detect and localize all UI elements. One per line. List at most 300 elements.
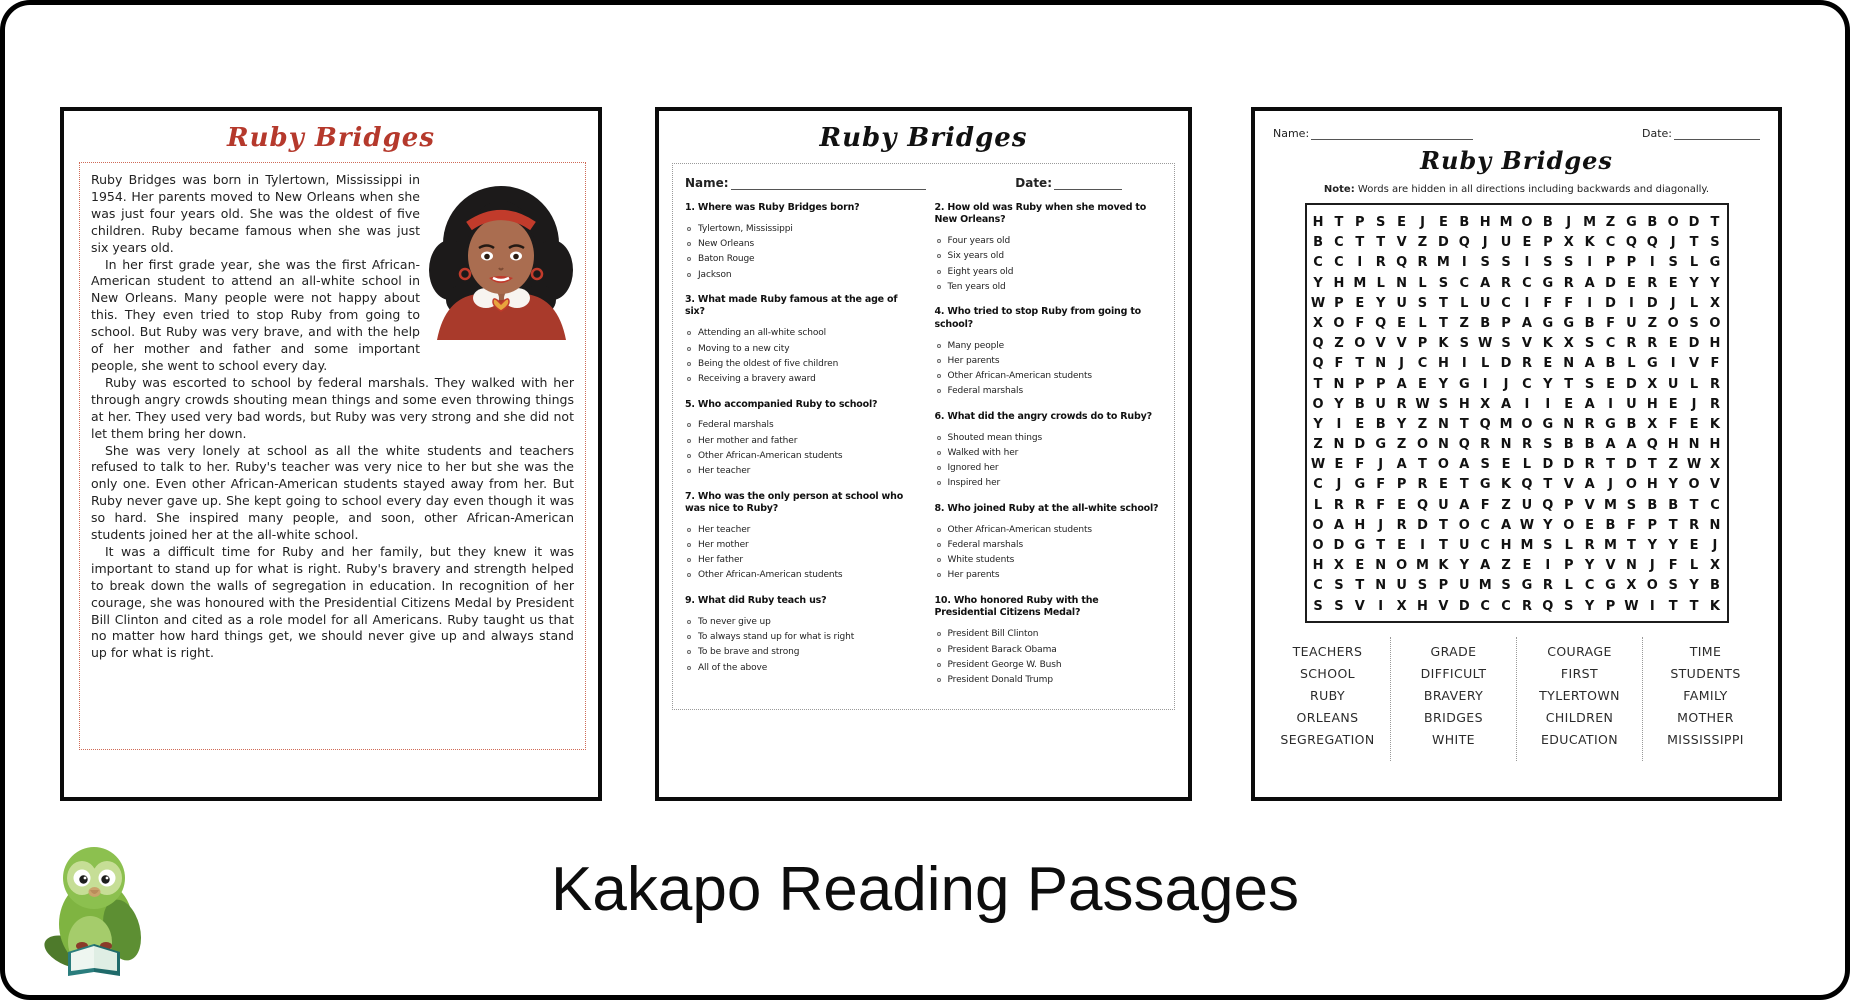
option-bullet-icon [937, 239, 941, 243]
option-bullet-icon [937, 344, 941, 348]
wordsearch-letter: C [1522, 275, 1532, 291]
wordsearch-letter: S [1480, 255, 1490, 271]
wordsearch-row [1308, 332, 1726, 352]
wordsearch-letter: D [1500, 356, 1512, 372]
wordsearch-letter: H [1479, 215, 1491, 230]
wordsearch-letter: E [1397, 315, 1407, 331]
wordsearch-row [1308, 231, 1726, 251]
wordsearch-letter: O [1667, 315, 1679, 331]
wordsearch-letter: L [1627, 356, 1636, 372]
word-list-item: WHITE [1432, 731, 1475, 747]
wordsearch-letter: I [1545, 558, 1551, 574]
wordsearch-letter: K [1438, 336, 1449, 352]
wordsearch-row [1308, 292, 1726, 312]
wordsearch-letter: X [1709, 558, 1720, 574]
wordsearch-letter: T [1355, 235, 1365, 251]
option-text: Federal marshals [947, 386, 1024, 397]
wordsearch-letter: B [1584, 437, 1595, 453]
option-bullet-icon [687, 331, 691, 335]
wordsearch-letter: Y [1438, 376, 1449, 392]
wordsearch-letter: H [1709, 437, 1721, 453]
options-list [685, 221, 913, 282]
wordsearch-letter: T [1355, 356, 1365, 372]
wordsearch-letter: U [1500, 235, 1512, 251]
question-block [685, 491, 913, 583]
wordsearch-letter: F [1480, 497, 1490, 513]
wordsearch-letter: C [1605, 336, 1616, 352]
option-bullet-icon [687, 423, 691, 427]
option-bullet-icon [937, 558, 941, 562]
word-list-item: ORLEANS [1296, 709, 1359, 725]
wordsearch-letter: A [1584, 275, 1595, 291]
wordsearch-letter: A [1333, 517, 1344, 533]
answer-option [935, 279, 1163, 294]
option-text: Other African-American students [698, 570, 843, 581]
wordsearch-letter: N [1333, 437, 1345, 453]
wordsearch-letter: T [1459, 416, 1469, 432]
answer-option [935, 353, 1163, 368]
wordsearch-letter: F [1710, 356, 1720, 372]
wordsearch-letter: R [1584, 457, 1595, 473]
wordsearch-letter: C [1313, 255, 1323, 271]
wordsearch-letter: R [1709, 376, 1720, 392]
wordsearch-letter: O [1312, 538, 1324, 553]
wordsearch-letter: P [1355, 376, 1365, 392]
wordsearch-letter: L [1689, 558, 1699, 574]
option-bullet-icon [937, 632, 941, 636]
wordsearch-row [1308, 514, 1726, 534]
wordsearch-letter: A [1396, 457, 1407, 473]
option-text: Other African-American students [947, 371, 1093, 382]
wordsearch-letter: H [1458, 396, 1470, 412]
wordsearch-letter: U [1396, 578, 1407, 594]
wordsearch-letter: R [1647, 275, 1658, 291]
wordsearch-letter: V [1689, 356, 1700, 372]
wordsearch-letter: N [1563, 416, 1575, 432]
wordsearch-letter: T [1689, 497, 1699, 513]
wordsearch-letter: P [1605, 598, 1616, 614]
wordsearch-letter: K [1501, 477, 1512, 493]
option-bullet-icon [687, 666, 691, 670]
wordsearch-letter: Q [1458, 235, 1470, 251]
wordsearch-letter: B [1480, 315, 1491, 331]
wordsearch-letter: I [1336, 416, 1342, 432]
passage-title: Ruby Bridges [227, 123, 435, 153]
word-list-item: FIRST [1560, 665, 1599, 681]
question-label: 1. Where was Ruby Bridges born? [685, 202, 860, 213]
question-label: 9. What did Ruby teach us? [685, 595, 827, 607]
wordsearch-letter: L [1376, 275, 1385, 291]
wordsearch-letter: E [1418, 376, 1427, 392]
option-text: Her teacher [698, 524, 751, 535]
answer-option [685, 568, 913, 583]
wordsearch-letter: R [1354, 497, 1365, 513]
wordsearch-letter: I [1357, 255, 1363, 271]
wordsearch-letter: D [1605, 275, 1616, 291]
option-text: President George W. Bush [947, 659, 1062, 670]
passage-paragraph: In her first grade year, she was the first African-American student to attend an all-white school in New Orleans. Many people were not happy about this. They even tried to stop Ruby from going to school. But Ruby was very brave, and with the help of her mother and father and some important people, she went to school every day. [91, 256, 420, 373]
wordsearch-letter: G [1354, 538, 1366, 553]
wordsearch-letter: M [1604, 538, 1617, 553]
wordsearch-letter: N [1563, 356, 1575, 372]
wordsearch-letter: E [1668, 396, 1678, 412]
wordsearch-letter: Z [1396, 437, 1407, 453]
wordsearch-letter: I [1545, 396, 1551, 412]
wordsearch-letter: K [1542, 336, 1553, 352]
wordsearch-letter: A [1584, 477, 1595, 493]
answer-option [685, 630, 913, 645]
wordsearch-row [1308, 494, 1726, 514]
wordsearch-letter: T [1626, 538, 1636, 553]
wordsearch-letter: Y [1689, 275, 1699, 291]
wordsearch-letter: R [1584, 416, 1595, 432]
option-bullet-icon [937, 573, 941, 577]
wordsearch-letter: D [1626, 376, 1637, 392]
wordsearch-letter: B [1542, 215, 1553, 230]
wordsearch-letter: O [1416, 437, 1429, 453]
wordsearch-letter: N [1375, 578, 1387, 594]
wordsearch-letter: G [1521, 578, 1533, 594]
wordsearch-letter: J [1566, 215, 1572, 230]
option-text: Her mother and father [698, 435, 798, 446]
passage-paragraph: She was very lonely at school as all the white students and teachers refused to talk to her. Ruby's teacher was very nice to her but she was the only one. Even other African-American students stayed away from her. But Ruby never gave up. She kept going to school every day even though it was so hard. She inspired many people, and soon, other African-American students joined her at the all-white school. [91, 442, 574, 543]
wordsearch-letter: P [1605, 255, 1616, 271]
wordsearch-letter: L [1418, 275, 1427, 291]
wordsearch-letter: T [1355, 578, 1365, 594]
wordsearch-letter: J [1691, 396, 1697, 412]
wordsearch-letter: H [1667, 437, 1679, 453]
wordsearch-letter: N [1333, 376, 1345, 392]
wordsearch-letter: L [1522, 457, 1532, 473]
wordsearch-letter: H [1500, 538, 1512, 553]
option-text: Being the oldest of five children [698, 358, 839, 369]
wordsearch-letter: B [1710, 578, 1720, 594]
wordsearch-letter: B [1563, 437, 1574, 453]
wordsearch-letter: T [1334, 215, 1344, 230]
wordsearch-letter: S [1543, 255, 1553, 271]
wordsearch-letter: P [1334, 295, 1344, 311]
option-text: Her father [698, 555, 744, 566]
wordsearch-letter: P [1375, 376, 1386, 392]
wordsearch-letter: N [1375, 356, 1387, 372]
wordsearch-letter: J [1503, 376, 1509, 392]
wordsearch-letter: J [1420, 215, 1425, 230]
wordsearch-letter: N [1396, 275, 1408, 291]
wordsearch-page [1251, 107, 1782, 801]
wordsearch-letter: R [1521, 437, 1532, 453]
wordsearch-letter: X [1563, 235, 1574, 251]
wordsearch-letter: A [1501, 396, 1512, 412]
wordsearch-letter: R [1417, 477, 1428, 493]
question-block [935, 595, 1163, 687]
wordsearch-letter: Y [1710, 275, 1720, 291]
option-text: Other African-American students [698, 450, 843, 461]
question-label: 7. Who was the only person at school who was nice to Ruby? [685, 490, 904, 514]
wordsearch-letter: A [1501, 517, 1512, 533]
option-bullet-icon [687, 650, 691, 654]
wordsearch-row [1308, 312, 1726, 332]
wordsearch-letter: T [1418, 457, 1427, 473]
note-text: Words are hidden in all directions including backwards and diagonally. [1357, 184, 1710, 195]
wordsearch-letter: I [1378, 598, 1384, 614]
wordsearch-letter: S [1438, 396, 1449, 412]
answer-option [935, 384, 1163, 399]
wordsearch-letter: M [1499, 416, 1513, 432]
answer-option [935, 461, 1163, 476]
wordsearch-letter: E [1543, 356, 1553, 372]
wordsearch-letter: E [1501, 457, 1511, 473]
option-bullet-icon [937, 374, 941, 378]
wordsearch-letter: C [1605, 235, 1616, 251]
wordsearch-letter: L [1564, 578, 1573, 594]
word-list-item: EDUCATION [1540, 731, 1619, 747]
option-text: Federal marshals [947, 540, 1024, 551]
ruby-bridges-illustration [429, 172, 574, 340]
wordsearch-letter: L [1689, 376, 1699, 392]
wordsearch-letter: G [1458, 376, 1470, 392]
wordsearch-letter: X [1647, 376, 1658, 392]
wordsearch-letter: F [1355, 457, 1365, 473]
wordsearch-letter: U [1479, 295, 1491, 311]
wordsearch-letter: P [1563, 558, 1574, 574]
word-list-item: BRAVERY [1423, 687, 1484, 703]
wordsearch-letter: T [1376, 235, 1386, 251]
passage-paragraph: Ruby Bridges was born in Tylertown, Mississippi in 1954. Her parents moved to New Orleans when she was just four years old. She was the oldest of five children. Ruby became famous when she was just six years old. [91, 172, 420, 255]
option-bullet-icon [937, 285, 941, 289]
option-bullet-icon [687, 242, 691, 246]
wordsearch-letter: X [1709, 295, 1720, 311]
wordsearch-letter: B [1584, 315, 1595, 331]
option-text: Six years old [947, 251, 1004, 262]
wordsearch-letter: R [1521, 356, 1532, 372]
wordsearch-letter: X [1333, 558, 1344, 574]
option-bullet-icon [937, 389, 941, 393]
wordsearch-letter: S [1417, 295, 1428, 311]
wordsearch-note [1255, 184, 1778, 195]
answer-option [935, 249, 1163, 264]
wordsearch-letter: H [1354, 517, 1366, 533]
wordsearch-letter: Y [1689, 578, 1699, 594]
wordsearch-title: Ruby Bridges [1420, 146, 1613, 175]
wordsearch-letter: I [1524, 396, 1530, 412]
wordsearch-letter: O [1625, 477, 1637, 493]
wordsearch-letter: F [1543, 295, 1553, 311]
wordsearch-letter: Y [1334, 396, 1344, 412]
question-label: 5. Who accompanied Ruby to school? [685, 398, 878, 410]
option-bullet-icon [937, 481, 941, 485]
wordsearch-letter: P [1396, 477, 1407, 493]
wordsearch-letter: I [1524, 295, 1530, 311]
word-list-column [1642, 637, 1768, 761]
question-block [685, 399, 913, 479]
wordsearch-letter: T [1606, 457, 1615, 473]
wordsearch-letter: F [1606, 315, 1615, 331]
wordsearch-letter: R [1521, 598, 1532, 614]
option-bullet-icon [687, 257, 691, 261]
option-bullet-icon [937, 466, 941, 470]
word-list-item: SCHOOL [1299, 665, 1356, 681]
wordsearch-letter: J [1482, 235, 1488, 251]
name-date-row [685, 176, 1162, 190]
wordsearch-letter: I [1628, 295, 1634, 311]
wordsearch-letter: A [1605, 437, 1616, 453]
wordsearch-letter: R [1689, 517, 1700, 533]
answer-option [685, 221, 913, 236]
option-text: Shouted mean things [947, 432, 1043, 443]
wordsearch-letter: D [1688, 215, 1700, 230]
wordsearch-letter: S [1564, 255, 1574, 271]
wordsearch-letter: D [1458, 598, 1470, 614]
wordsearch-letter: G [1542, 315, 1554, 331]
wordsearch-letter: A [1584, 356, 1595, 372]
wordsearch-letter: G [1563, 315, 1575, 331]
wordsearch-letter: M [1520, 538, 1534, 553]
wordsearch-letter: F [1334, 356, 1344, 372]
options-list [935, 430, 1163, 491]
wordsearch-letter: O [1396, 558, 1408, 574]
wordsearch-letter: J [1649, 558, 1655, 574]
wordsearch-letter: X [1626, 578, 1637, 594]
wordsearch-letter: Y [1376, 295, 1386, 311]
question-block [935, 202, 1163, 294]
wordsearch-letter: D [1605, 295, 1616, 311]
wordsearch-letter: O [1709, 315, 1721, 331]
wordsearch-letter: U [1626, 396, 1637, 412]
option-text: All of the above [698, 662, 768, 673]
wordsearch-letter: F [1668, 558, 1678, 574]
word-list-column [1516, 637, 1642, 761]
wordsearch-letter: S [1564, 598, 1574, 614]
wordsearch-letter: B [1647, 497, 1658, 513]
wordsearch-row [1308, 433, 1726, 453]
wordsearch-letter: Y [1584, 598, 1595, 614]
wordsearch-letter: F [1668, 416, 1678, 432]
wordsearch-letter: N [1375, 558, 1387, 574]
wordsearch-letter: H [1646, 396, 1658, 412]
wordsearch-letter: C [1480, 517, 1490, 533]
wordsearch-letter: Q [1542, 598, 1554, 614]
word-list-item: BRIDGES [1424, 709, 1483, 725]
wordsearch-letter: E [1355, 416, 1365, 432]
questions-box [672, 163, 1175, 710]
wordsearch-letter: U [1375, 396, 1386, 412]
wordsearch-letter: O [1521, 416, 1533, 432]
wordsearch-letter: A [1480, 275, 1491, 291]
option-bullet-icon [687, 454, 691, 458]
answer-option [935, 538, 1163, 553]
word-list-column [1390, 637, 1516, 761]
wordsearch-row [1308, 595, 1726, 615]
wordsearch-letter: Q [1521, 477, 1533, 493]
wordsearch-letter: O [1458, 517, 1470, 533]
wordsearch-letter: E [1689, 416, 1699, 432]
answer-option [935, 369, 1163, 384]
wordsearch-letter: R [1584, 538, 1595, 553]
note-label: Note: [1323, 184, 1355, 195]
wordsearch-letter: X [1313, 315, 1324, 331]
wordsearch-letter: Q [1458, 437, 1470, 453]
wordsearch-letter: P [1438, 578, 1449, 594]
wordsearch-letter: R [1709, 396, 1720, 412]
wordsearch-letter: P [1563, 497, 1574, 513]
wordsearch-letter: R [1417, 255, 1428, 271]
wordsearch-letter: L [1564, 538, 1573, 553]
wordsearch-letter: F [1376, 497, 1386, 513]
wordsearch-letter: V [1563, 477, 1574, 493]
wordsearch-letter: P [1501, 315, 1511, 331]
wordsearch-letter: E [1606, 376, 1615, 392]
option-bullet-icon [687, 543, 691, 547]
wordsearch-letter: Z [1647, 315, 1657, 331]
answer-option [935, 264, 1163, 279]
wordsearch-letter: E [1355, 295, 1365, 311]
wordsearch-letter: U [1521, 497, 1533, 513]
name-label: Name: [685, 176, 729, 190]
wordsearch-letter: Q [1312, 336, 1324, 352]
wordsearch-letter: S [1334, 598, 1344, 614]
answer-option [685, 660, 913, 675]
wordsearch-letter: K [1709, 598, 1720, 614]
wordsearch-letter: E [1397, 497, 1407, 513]
wordsearch-letter: E [1522, 558, 1532, 574]
passage-paragraph: Ruby was escorted to school by federal marshals. They walked with her through angry crowds shouting mean things and some even throwing things at her. They used very bad words, but Ruby was very strong and she did not let them bring her down. [91, 374, 574, 441]
wordsearch-letter: E [1689, 538, 1699, 553]
wordsearch-letter: B [1647, 215, 1658, 230]
option-text: To never give up [698, 617, 771, 627]
wordsearch-letter: A [1626, 437, 1637, 453]
option-text: President Bill Clinton [947, 629, 1039, 640]
wordsearch-letter: M [1583, 215, 1597, 230]
wordsearch-letter: E [1438, 215, 1448, 230]
question-block [685, 294, 913, 386]
wordsearch-letter: C [1710, 497, 1720, 513]
options-list [685, 614, 913, 675]
wordsearch-letter: E [1397, 215, 1407, 230]
wordsearch-letter: R [1542, 578, 1553, 594]
option-text: Her parents [947, 355, 1000, 366]
option-text: President Donald Trump [947, 674, 1053, 685]
wordsearch-letter: G [1646, 356, 1658, 372]
wordsearch-letter: F [1626, 517, 1636, 533]
wordsearch-letter: L [1418, 315, 1427, 331]
word-list-item: GRADE [1430, 643, 1477, 659]
wordsearch-letter: X [1396, 598, 1407, 614]
wordsearch-letter: S [1417, 578, 1428, 594]
option-text: Walked with her [947, 448, 1019, 458]
option-text: Other African-American students [947, 524, 1093, 535]
wordsearch-letter: G [1479, 477, 1491, 493]
wordsearch-letter: Y [1543, 517, 1553, 533]
wordsearch-letter: I [1649, 598, 1655, 614]
wordsearch-row [1308, 554, 1726, 574]
wordsearch-letter: Q [1646, 235, 1658, 251]
options-list [935, 627, 1163, 688]
option-bullet-icon [937, 663, 941, 667]
wordsearch-letter: S [1543, 538, 1553, 553]
wordsearch-letter: Z [1334, 336, 1344, 352]
options-list [685, 326, 913, 387]
answer-option [935, 234, 1163, 249]
wordsearch-letter: O [1312, 517, 1324, 533]
wordsearch-letter: U [1458, 538, 1470, 553]
answer-option [685, 645, 913, 660]
answer-option [685, 252, 913, 267]
wordsearch-letter: C [1480, 598, 1490, 614]
wordsearch-letter: S [1438, 275, 1449, 291]
date-blank-line [1674, 128, 1760, 140]
option-text: New Orleans [698, 239, 755, 250]
wordsearch-letter: A [1480, 558, 1491, 574]
